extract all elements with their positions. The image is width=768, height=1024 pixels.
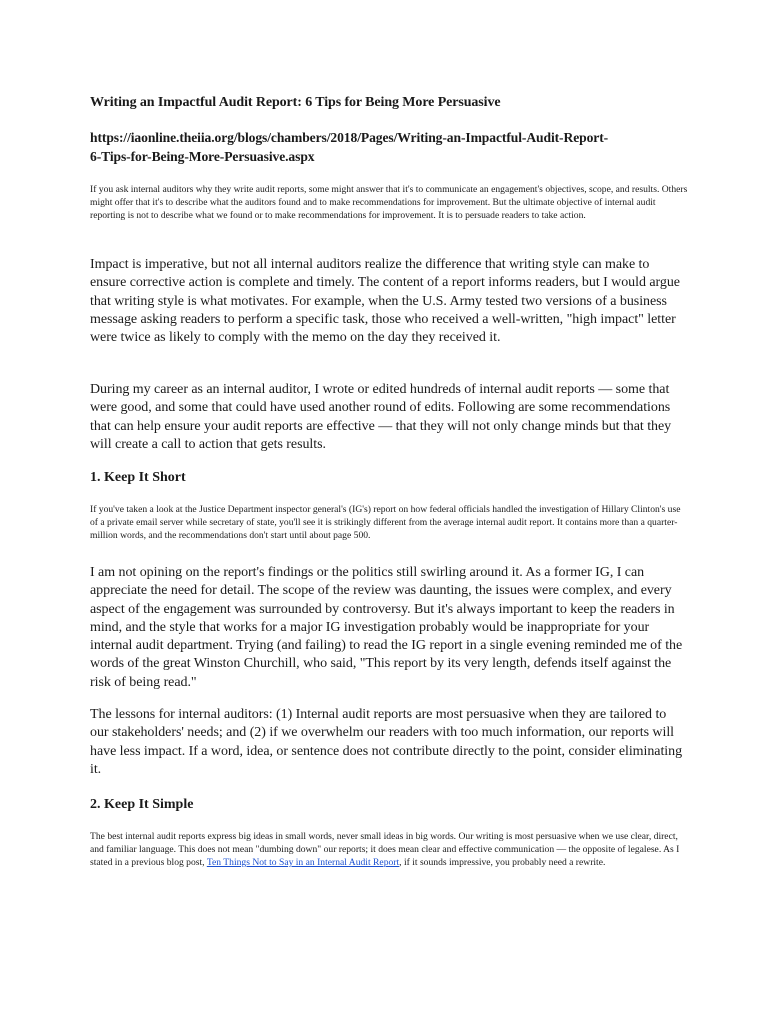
body-paragraph-career: During my career as an internal auditor, I wrote or edited hundreds of internal audit reports — some that were good, and some that could have used another round of edits. Following are some recommendations that can help ensure your audit reports are effective — that they will not only change minds but that they will create a call to action that gets results. xyxy=(90,382,672,452)
article-url-line-2: 6-Tips-for-Being-More-Persuasive.aspx xyxy=(90,149,315,164)
intro-paragraph: If you ask internal auditors why they write audit reports, some might answer that it's to communicate an engagement's objectives, scope, and results. Others might offer that it's to describe what the auditors found and to make recommendations for improvement. But the ultimate objective of internal audit reporting is not to describe what we found or to make recommendations for improvement. It is to persuade readers to take action. xyxy=(90,184,688,221)
body-paragraph-impact: Impact is imperative, but not all internal auditors realize the difference that writing style can make to ensure corrective action is complete and timely. The content of a report informs readers, but I would argue that writing style is what motivates. For example, when the U.S. Army tested two versions of a business message asking readers to perform a specific task, those who received a well-written, "high impact" letter were twice as likely to comply with the memo on the day they received it. xyxy=(90,257,680,346)
simple-text-after-link: , if it sounds impressive, you probably need a rewrite. xyxy=(399,857,606,868)
blog-post-link[interactable]: Ten Things Not to Say in an Internal Audit Report xyxy=(206,857,400,868)
section-heading-keep-it-simple: 2. Keep It Simple xyxy=(90,797,194,812)
body-paragraph-lessons: The lessons for internal auditors: (1) Internal audit reports are most persuasive when they are tailored to our stakeholders' needs; and (2) if we overwhelm our readers with too much information, our reports will have less impact. If a word, idea, or sentence does not contribute directly to the point, consider eliminating it. xyxy=(90,707,683,777)
article-title: Writing an Impactful Audit Report: 6 Tips for Being More Persuasive xyxy=(90,95,501,110)
body-paragraph-ig-report: If you've taken a look at the Justice Department inspector general's (IG's) report on how federal officials handled the investigation of Hillary Clinton's use of a private email server while secretary of state, you'll see it is strikingly different from the average internal audit report. It contains more than a quarter-million words, and the recommendations don't start until about page 500. xyxy=(90,504,681,541)
body-paragraph-opinion: I am not opining on the report's findings or the politics still swirling around it. As a former IG, I can appreciate the need for detail. The scope of the review was daunting, the issues were complex, and every aspect of the engagement was surrounded by controversy. But it's always important to keep the readers in mind, and the style that works for a major IG investigation probably would be inappropriate for your internal audit department. Trying (and failing) to read the IG report in a single evening reminded me of the words of the great Winston Churchill, who said, "This report by its very length, defends itself against the risk of being read." xyxy=(90,565,683,690)
section-heading-keep-it-short: 1. Keep It Short xyxy=(90,470,186,485)
article-url xyxy=(90,128,690,166)
body-paragraph-simple xyxy=(90,830,688,869)
article-url-line-1: https://iaonline.theiia.org/blogs/chambers/2018/Pages/Writing-an-Impactful-Audit-Report- xyxy=(90,130,609,145)
simple-text-before-link: The best internal audit reports express big ideas in small words, never small ideas in big words. Our writing is most persuasive when we use clear, direct, and familiar language. This does not mean "dumbing down" our reports; it does mean clear and effective communication — the opposite of legalese. As I stated in a previous blog post, xyxy=(90,831,680,868)
